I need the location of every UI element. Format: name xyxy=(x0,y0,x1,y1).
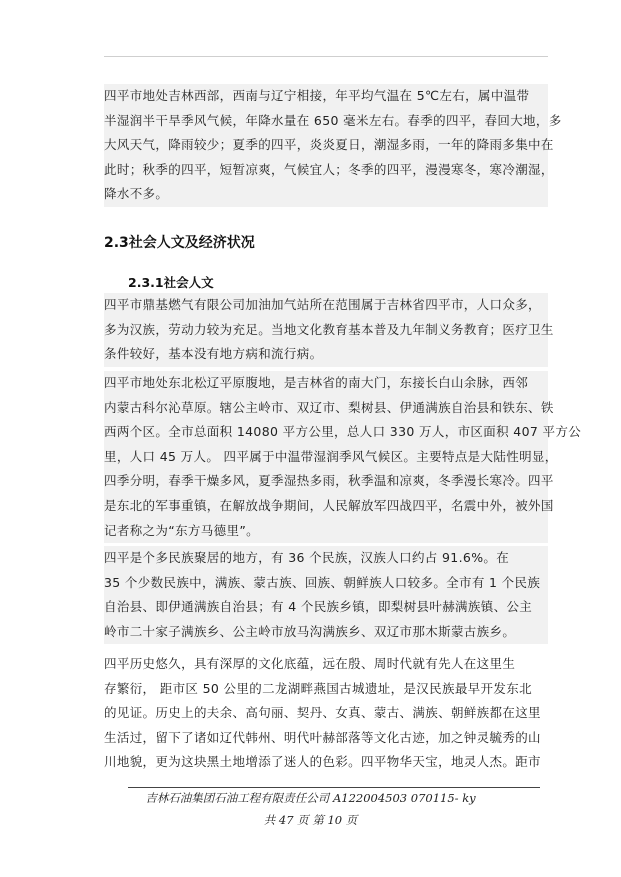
ethnic-paragraph xyxy=(104,546,548,644)
text-line: 四平市地处东北松辽平原腹地，是吉林省的南大门，东接长白山余脉，西邻 xyxy=(104,375,529,390)
text-line: 半湿润半干旱季风气候，年降水量在 650 毫米左右。春季的四平，春回大地，多 xyxy=(104,112,562,128)
text-line: 里，人口 45 万人。 四平属于中温带湿润季风气候区。主要特点是大陆性明显， xyxy=(104,448,558,464)
text-line: 大风天气，降雨较少；夏季的四平，炎炎夏日，潮湿多雨，一年的降雨多集中在 xyxy=(104,137,554,153)
text-line: 四季分明，春季干燥多风，夏季湿热多雨，秋季温和凉爽，冬季漫长寒冷。四平 xyxy=(104,473,554,489)
history-paragraph xyxy=(104,652,548,775)
subsection-heading: 2.3.1社会人文 xyxy=(128,275,214,290)
text-line: 存繁衍， 距市区 50 公里的二龙湖畔燕国古城遗址，是汉民族最早开发东北 xyxy=(104,680,532,696)
text-line: 多为汉族，劳动力较为充足。当地文化教育基本普及九年制义务教育；医疗卫生 xyxy=(104,318,548,343)
text-line: 是东北的军事重镇，在解放战争期间，人民解放军四战四平，名震中外，被外国 xyxy=(104,497,554,513)
text-line: 条件较好，基本没有地方病和流行病。 xyxy=(104,342,548,367)
text-line: 四平历史悠久，具有深厚的文化底蕴，远在殷、周时代就有先人在这里生 xyxy=(104,656,516,671)
climate-paragraph xyxy=(104,84,562,207)
text-line: 西两个区。全市总面积 14080 平方公里，总人口 330 万人，市区面积 407 平方公 xyxy=(104,424,582,440)
header-rule xyxy=(104,56,548,57)
text-line: 四平是个多民族聚居的地方，有 36 个民族，汉族人口约占 91.6%。在 xyxy=(104,550,510,565)
text-line: 35 个少数民族中，满族、蒙古族、回族、朝鲜族人口较多。全市有 1 个民族 xyxy=(104,574,541,590)
section-heading: 2.3社会人文及经济状况 xyxy=(104,235,255,251)
text-line: 四平市鼎基燃气有限公司加油加气站所在范围属于吉林省四平市，人口众多， xyxy=(104,293,548,318)
text-line: 记者称之为“东方马德里”。 xyxy=(104,522,260,538)
footer-company: 吉林石油集团石油工程有限责任公司 A122004503 070115- ky xyxy=(145,791,476,805)
text-line: 四平市地处吉林西部，西南与辽宁相接，年平均气温在 5℃左右，属中温带 xyxy=(104,88,530,103)
footer-page-number: 共 47 页 第 10 页 xyxy=(263,813,358,827)
text-line: 自治县、即伊通满族自治县；有 4 个民族乡镇，即梨树县叶赫满族镇、公主 xyxy=(104,599,533,615)
company-paragraph xyxy=(104,293,554,367)
text-line: 生活过，留下了诸如辽代韩州、明代叶赫部落等文化古迹，加之钟灵毓秀的山 xyxy=(104,729,541,745)
text-line: 岭市二十家子满族乡、公主岭市放马沟满族乡、双辽市那木斯蒙古族乡。 xyxy=(104,623,516,639)
text-line: 降水不多。 xyxy=(104,186,169,202)
text-line: 内蒙古科尔沁草原。辖公主岭市、双辽市、梨树县、伊通满族自治县和铁东、铁 xyxy=(104,399,554,415)
footer-rule xyxy=(128,787,540,788)
text-line: 此时；秋季的四平，短暂凉爽，气候宜人；冬季的四平，漫漫寒冬，寒冷潮湿， xyxy=(104,161,554,177)
text-line: 川地貌，更为这块黑土地增添了迷人的色彩。四平物华天宝，地灵人杰。距市 xyxy=(104,754,541,770)
text-line: 的见证。历史上的夫余、高句丽、契丹、女真、蒙古、满族、朝鲜族都在这里 xyxy=(104,705,541,721)
geography-paragraph xyxy=(104,371,582,543)
